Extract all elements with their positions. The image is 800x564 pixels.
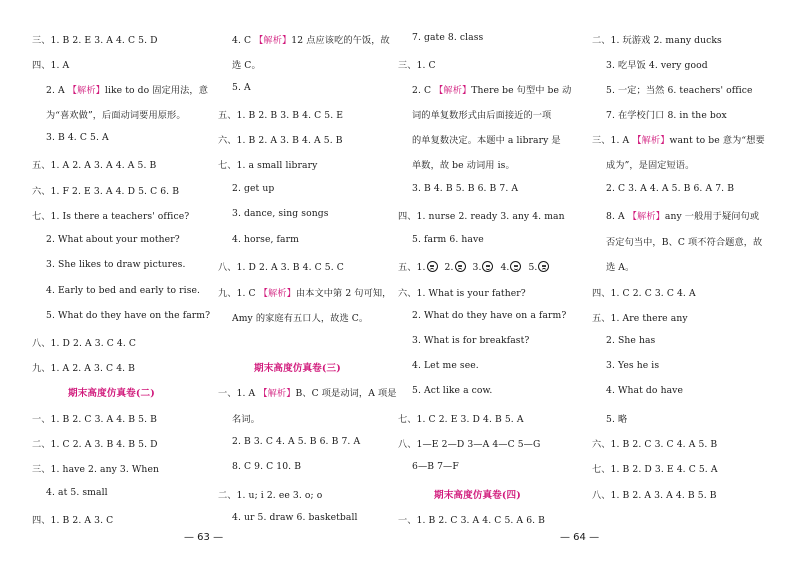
answer-line: 三、1. C xyxy=(398,60,436,71)
answer-line xyxy=(398,259,549,273)
answer-line: 2. What do they have on a farm? xyxy=(412,310,567,321)
section-heading: 期末高度仿真卷(三) xyxy=(254,363,341,374)
answer-line: 3. What is for breakfast? xyxy=(412,335,530,346)
answer-line: 单数，故 be 动词用 is。 xyxy=(412,160,515,171)
answer-line: 四、1. B 2. A 3. C xyxy=(32,515,114,526)
answer-line: 3. Yes he is xyxy=(606,360,660,371)
answer-line: 的单复数决定。本题中 a library 是 xyxy=(412,135,561,146)
answer-line: 七、1. a small library xyxy=(218,160,318,171)
answer-line: 2. What about your mother? xyxy=(46,234,180,245)
face-mouth xyxy=(486,267,490,270)
answer-line xyxy=(46,82,208,96)
answer-line: 4. at 5. small xyxy=(46,487,108,498)
answer-text: 4. C xyxy=(232,35,255,46)
answer-line: 4. ur 5. draw 6. basketball xyxy=(232,512,358,523)
answer-line: 2. get up xyxy=(232,183,275,194)
analysis-text: like to do 固定用法，意 xyxy=(104,85,209,96)
answer-line: 4. Early to bed and early to rise. xyxy=(46,285,201,296)
answer-line: 三、1. have 2. any 3. When xyxy=(32,464,159,475)
face-number: 1. xyxy=(416,262,426,273)
analysis-text: any 一般用于疑问句或 xyxy=(664,211,760,222)
answer-line: 八、1. D 2. A 3. B 4. C 5. C xyxy=(218,262,344,273)
answer-line: 九、1. A 2. A 3. C 4. B xyxy=(32,363,136,374)
section-heading: 期末高度仿真卷(四) xyxy=(434,490,521,501)
answer-line: 2. B 3. C 4. A 5. B 6. B 7. A xyxy=(232,436,361,447)
answer-text: 三、1. A xyxy=(592,135,633,146)
face-number: 3. xyxy=(472,262,482,273)
analysis-tag: 【解析】 xyxy=(258,288,296,299)
answer-line: 5. Act like a cow. xyxy=(412,385,493,396)
analysis-text: 12 点应该吃的午饭，故 xyxy=(291,35,390,46)
section-heading: 期末高度仿真卷(二) xyxy=(68,388,155,399)
analysis-tag: 【解析】 xyxy=(258,388,296,399)
answer-line: 八、1—E 2—D 3—A 4—C 5—G xyxy=(398,439,541,450)
answer-line xyxy=(218,285,391,299)
page-number-left: — 63 — xyxy=(184,532,224,543)
answer-line: 五、1. A 2. A 3. A 4. A 5. B xyxy=(32,160,157,171)
answer-line: Amy 的家庭有五口人，故选 C。 xyxy=(232,313,369,324)
smiley-face-icon xyxy=(510,261,521,272)
analysis-text: B、C 项是动词，A 项是 xyxy=(295,388,397,399)
answer-text: 2. A xyxy=(46,85,68,96)
analysis-tag: 【解析】 xyxy=(254,35,292,46)
answer-line: 五、1. Are there any xyxy=(592,313,688,324)
answer-line: 四、1. C 2. C 3. C 4. A xyxy=(592,288,696,299)
answer-line: 3. B 4. B 5. B 6. B 7. A xyxy=(412,183,519,194)
answer-line: 7. 在学校门口 8. in the box xyxy=(606,110,727,121)
answer-line: 词的单复数形式由后面接近的一项 xyxy=(412,110,552,121)
answer-line: 二、1. 玩游戏 2. many ducks xyxy=(592,35,722,46)
answer-line: 八、1. B 2. A 3. A 4. B 5. B xyxy=(592,490,717,501)
answer-line: 六、1. F 2. E 3. A 4. D 5. C 6. B xyxy=(32,186,180,197)
analysis-text: There be 句型中 be 动 xyxy=(471,85,572,96)
answer-line: 为“喜欢做”，后面动词要用原形。 xyxy=(46,110,186,121)
face-mouth xyxy=(458,268,462,271)
answer-line: 一、1. B 2. C 3. A 4. B 5. B xyxy=(32,414,158,425)
answer-line: 四、1. A xyxy=(32,60,70,71)
answer-line: 5. 略 xyxy=(606,414,628,425)
answer-line: 六、1. What is your father? xyxy=(398,288,526,299)
answer-line: 5. 一定；当然 6. teachers' office xyxy=(606,85,753,96)
answer-line xyxy=(592,132,765,146)
answer-line xyxy=(606,208,759,222)
answer-line: 二、1. u; i 2. ee 3. o; o xyxy=(218,490,323,501)
answer-line: 5. A xyxy=(232,82,251,93)
face-mouth xyxy=(542,268,546,271)
answer-line: 6—B 7—F xyxy=(412,461,459,472)
answer-line: 选 C。 xyxy=(232,60,261,71)
answer-line: 七、1. Is there a teachers' office? xyxy=(32,211,190,222)
sad-face-icon xyxy=(427,261,438,272)
face-number: 2. xyxy=(444,262,454,273)
answer-line: 4. Let me see. xyxy=(412,360,479,371)
answer-line: 七、1. C 2. E 3. D 4. B 5. A xyxy=(398,414,524,425)
answer-line xyxy=(218,385,397,399)
answer-line: 选 A。 xyxy=(606,262,635,273)
answer-line: 名词。 xyxy=(232,414,260,425)
analysis-text: want to be 意为“想要 xyxy=(669,135,765,146)
answer-line: 八、1. D 2. A 3. C 4. C xyxy=(32,338,137,349)
answer-text: 2. C xyxy=(412,85,435,96)
sad-face-icon xyxy=(455,261,466,272)
face-mouth xyxy=(514,267,518,270)
answer-line: 3. dance, sing songs xyxy=(232,208,329,219)
answer-line: 5. What do they have on the farm? xyxy=(46,310,211,321)
analysis-text: 由本文中第 2 句可知， xyxy=(295,288,392,299)
analysis-tag: 【解析】 xyxy=(67,85,105,96)
answer-line: 六、1. B 2. C 3. C 4. A 5. B xyxy=(592,439,718,450)
answer-text: 九、1. C xyxy=(218,288,259,299)
face-mouth xyxy=(430,268,434,271)
answer-line: 二、1. C 2. A 3. B 4. B 5. D xyxy=(32,439,158,450)
sad-face-icon xyxy=(538,261,549,272)
answer-line: 2. C 3. A 4. A 5. B 6. A 7. B xyxy=(606,183,735,194)
answer-line: 5. farm 6. have xyxy=(412,234,484,245)
answer-line: 五、1. B 2. B 3. B 4. C 5. E xyxy=(218,110,344,121)
answer-line: 成为”，是固定短语。 xyxy=(606,160,695,171)
answer-line: 8. C 9. C 10. B xyxy=(232,461,302,472)
answer-prefix: 五、 xyxy=(398,262,417,273)
answer-line: 4. What do have xyxy=(606,385,683,396)
answer-line: 六、1. B 2. A 3. B 4. A 5. B xyxy=(218,135,343,146)
face-number: 4. xyxy=(500,262,510,273)
smiley-face-icon xyxy=(482,261,493,272)
answer-text: 8. A xyxy=(606,211,628,222)
answer-line: 否定句当中，B、C 项不符合题意，故 xyxy=(606,237,763,248)
analysis-tag: 【解析】 xyxy=(434,85,472,96)
answer-line: 4. horse, farm xyxy=(232,234,299,245)
answer-line: 四、1. nurse 2. ready 3. any 4. man xyxy=(398,211,565,222)
answer-line: 2. She has xyxy=(606,335,656,346)
answer-line: 七、1. B 2. D 3. E 4. C 5. A xyxy=(592,464,718,475)
answer-line: 3. She likes to draw pictures. xyxy=(46,259,186,270)
face-number: 5. xyxy=(528,262,538,273)
answer-line xyxy=(232,32,390,46)
answer-line xyxy=(412,82,571,96)
analysis-tag: 【解析】 xyxy=(627,211,665,222)
answer-line: 7. gate 8. class xyxy=(412,32,484,43)
page-number-right: — 64 — xyxy=(560,532,600,543)
answer-line: 三、1. B 2. E 3. A 4. C 5. D xyxy=(32,35,158,46)
answer-line: 一、1. B 2. C 3. A 4. C 5. A 6. B xyxy=(398,515,546,526)
analysis-tag: 【解析】 xyxy=(632,135,670,146)
answer-line: 3. 吃早饭 4. very good xyxy=(606,60,708,71)
answer-text: 一、1. A xyxy=(218,388,259,399)
answer-line: 3. B 4. C 5. A xyxy=(46,132,109,143)
